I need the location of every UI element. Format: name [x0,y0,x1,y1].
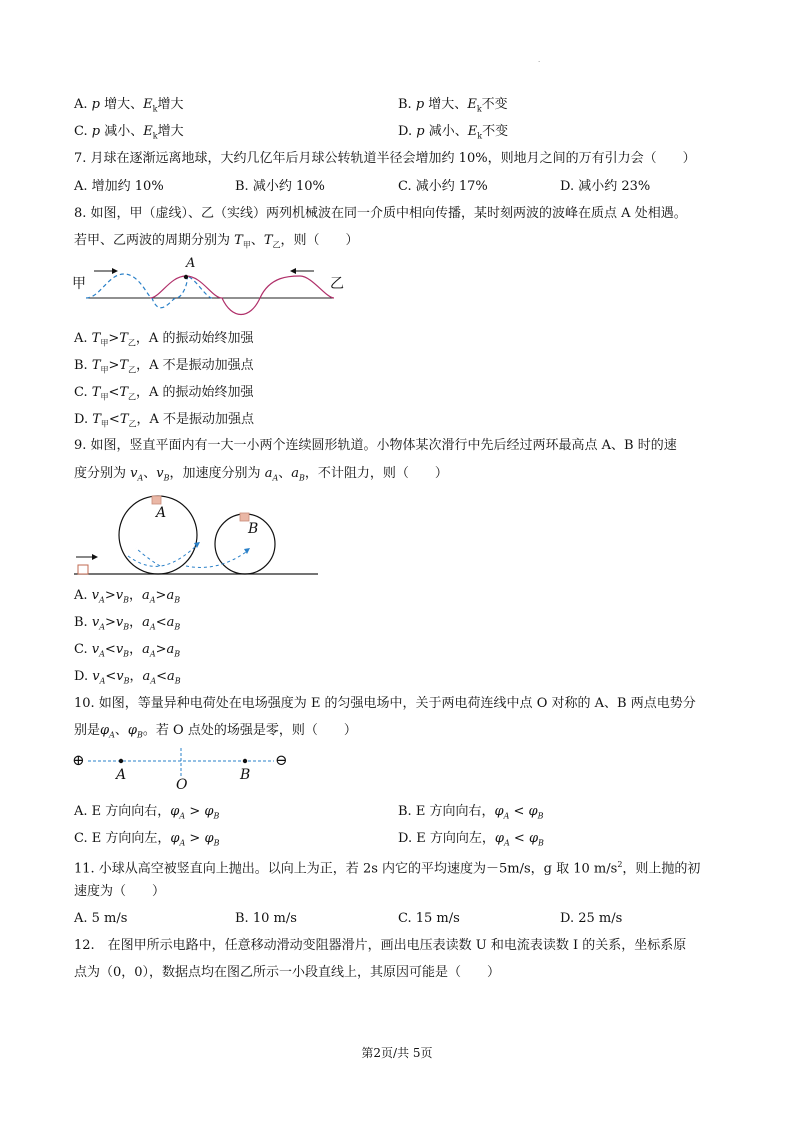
q12-stem-line2: 点为（0，0），数据点均在图乙所示一小段直线上，其原因可能是（ ） [74,965,501,980]
q8-fig-label-a: A [186,256,196,271]
q11-option-d: D. 25 m/s [560,911,623,926]
q10-fig-label-a: A [116,767,127,783]
q10-stem-line2: 别是$\varphi_A$、$\varphi_B$。若 O 点处的场强是零，则（ ） [74,723,357,740]
q7-option-b: B. 减小约 10% [235,179,325,194]
page-footer: 第2页/共 5页 [361,1046,433,1060]
q10-option-c: C. E 方向向左，$\varphi_A > \varphi_B$ [74,831,220,848]
q9-stem-line2: 度分别为 $v_A$、$v_B$，加速度分别为 $a_A$、$a_B$，不计阻力，则（ ） [74,466,448,483]
q6-option-b: B. p 增大、$E_k$不变 [398,97,508,114]
q10-option-b: B. E 方向向右，$\varphi_A < \varphi_B$ [398,804,544,821]
q6-option-c: C. p 减小、$E_k$增大 [74,124,184,141]
q7-option-a: A. 增加约 10% [74,179,164,194]
q10-point-a [119,759,123,763]
corner-mark: . [538,56,541,64]
q10-fig-label-b: B [240,767,251,783]
q10-option-d: D. E 方向向左，$\varphi_A < \varphi_B$ [398,831,544,848]
q10-fig-plus: ⊕ [72,751,85,769]
q10-stem-line1: 10. 如图，等量异种电荷处在电场强度为 E 的匀强电场中，关于两电荷连线中点 O 对称的 A、B 两点电势分 [74,696,696,711]
q9-fig-label-a: A [156,505,167,521]
q12-stem-line1: 12. 在图甲所示电路中，任意移动滑动变阻器滑片，画出电压表读数 U 和电流表读数 I 的关系，坐标系原 [74,938,687,953]
q8-option-d: D. $T_甲<T_乙$，A 不是振动加强点 [74,412,255,429]
q9-fig-label-b: B [248,521,259,537]
q7-option-c: C. 减小约 17% [398,179,488,194]
q9-option-c: C. $v_A<v_B$，$a_A>a_B$ [74,642,181,659]
q10-point-b [243,759,247,763]
q8-option-b: B. $T_甲>T_乙$，A 不是振动加强点 [74,358,254,375]
q9-option-b: B. $v_A>v_B$，$a_A<a_B$ [74,615,181,632]
q11-stem-line2: 速度为（ ） [74,884,166,899]
q8-stem-line1: 8. 如图，甲（虚线）、乙（实线）两列机械波在同一介质中相向传播，某时刻两波的波峰在质点 A 处相遇。 [74,206,687,221]
q11-option-a: A. 5 m/s [74,911,128,926]
q8-fig-label-jia: 甲 [72,276,86,292]
q6-option-d: D. p 减小、$E_k$不变 [398,124,509,141]
q8-fig-label-yi: 乙 [330,276,344,292]
q10-option-a: A. E 方向向右，$\varphi_A > \varphi_B$ [74,804,220,821]
q11-option-c: C. 15 m/s [398,911,460,926]
q11-option-b: B. 10 m/s [235,911,297,926]
q8-option-c: C. $T_甲<T_乙$，A 的振动始终加强 [74,385,254,402]
q9-option-d: D. $v_A<v_B$，$a_A<a_B$ [74,669,181,686]
q7-stem: 7. 月球在逐渐远离地球，大约几亿年后月球公转轨道半径会增加约 10%，则地月之间的万有引力会（ ） [74,151,696,166]
q9-option-a: A. $v_A>v_B$，$a_A>a_B$ [74,588,181,605]
q7-option-d: D. 减小约 23% [560,179,651,194]
q6-option-a: A. p 增大、$E_k$增大 [74,97,184,114]
q10-fig-minus: ⊖ [275,751,288,769]
q10-fig-label-o: O [176,777,188,793]
q8-option-a: A. $T_甲>T_乙$，A 的振动始终加强 [74,331,254,348]
q11-stem-line1: 11. 小球从高空被竖直向上抛出。以向上为正，若 2s 内它的平均速度为－5m/s，g 取 10 $m/s^2$，则上抛的初 [74,860,701,877]
q9-stem-line1: 9. 如图，竖直平面内有一大一小两个连续圆形轨道。小物体某次滑行中先后经过两环最高点 A、B 时的速 [74,438,677,453]
q8-stem-line2: 若甲、乙两波的周期分别为 $T_甲$、$T_乙$，则（ ） [74,233,359,250]
